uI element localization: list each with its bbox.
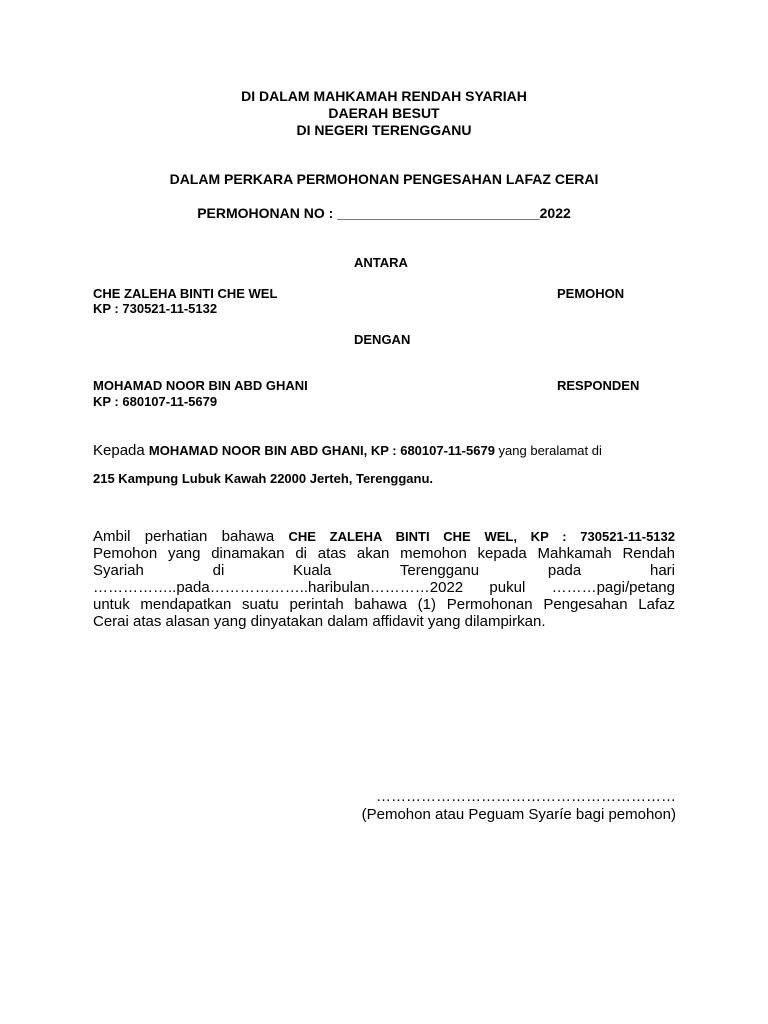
addressee-name-kp: MOHAMAD NOOR BIN ABD GHANI, KP : 680107-11-5679 xyxy=(148,443,495,458)
court-name: DI DALAM MAHKAMAH RENDAH SYARIAH xyxy=(241,88,527,104)
respondent-role: RESPONDEN xyxy=(557,378,640,393)
application-number-blank: __________________________ xyxy=(337,205,540,221)
notice-line-3: Syariah di Kuala Terengganu pada hari xyxy=(93,562,675,579)
addressee-prefix: Kepada xyxy=(93,442,149,459)
addressee-line xyxy=(93,442,602,459)
notice-applicant: CHE ZALEHA BINTI CHE WEL, KP : 730521-11-5132 xyxy=(288,529,676,544)
application-number-year: 2022 xyxy=(539,205,571,221)
between-label: ANTARA xyxy=(354,255,408,270)
court-state: DI NEGERI TERENGGANU xyxy=(296,122,472,138)
with-label: DENGAN xyxy=(354,332,411,347)
applicant-role: PEMOHON xyxy=(557,286,625,301)
signature-dots: …………………………………………………… xyxy=(376,788,676,805)
application-number xyxy=(0,205,768,222)
court-district: DAERAH BESUT xyxy=(328,105,440,121)
notice-line-6: Cerai atas alasan yang dinyatakan dalam affidavit yang dilampirkan. xyxy=(93,613,546,630)
addressee-suffix: yang beralamat di xyxy=(494,443,602,458)
applicant-name: CHE ZALEHA BINTI CHE WEL xyxy=(93,286,278,301)
respondent-kp: KP : 680107-11-5679 xyxy=(93,394,218,409)
notice-paragraph xyxy=(93,528,675,630)
application-number-label: PERMOHONAN NO : xyxy=(197,205,338,221)
notice-line-2: Pemohon yang dinamakan di atas akan memohon kepada Mahkamah Rendah xyxy=(93,545,675,562)
applicant-kp: KP : 730521-11-5132 xyxy=(93,301,218,316)
notice-line-4: ……………..pada………………..haribulan…………2022 pukul ………pagi/petang xyxy=(93,579,675,596)
notice-line-5: untuk mendapatkan suatu perintah bahawa (1) Permohonan Pengesahan Lafaz xyxy=(93,596,675,613)
case-title: DALAM PERKARA PERMOHONAN PENGESAHAN LAFAZ CERAI xyxy=(169,171,599,187)
signature-caption: (Pemohon atau Peguam Syaríe bagi pemohon) xyxy=(361,806,676,823)
notice-intro: Ambil perhatian bahawa xyxy=(93,528,289,545)
notice-line-1 xyxy=(93,528,675,545)
respondent-name: MOHAMAD NOOR BIN ABD GHANI xyxy=(93,378,308,393)
addressee-address: 215 Kampung Lubuk Kawah 22000 Jerteh, Terengganu. xyxy=(93,471,434,486)
